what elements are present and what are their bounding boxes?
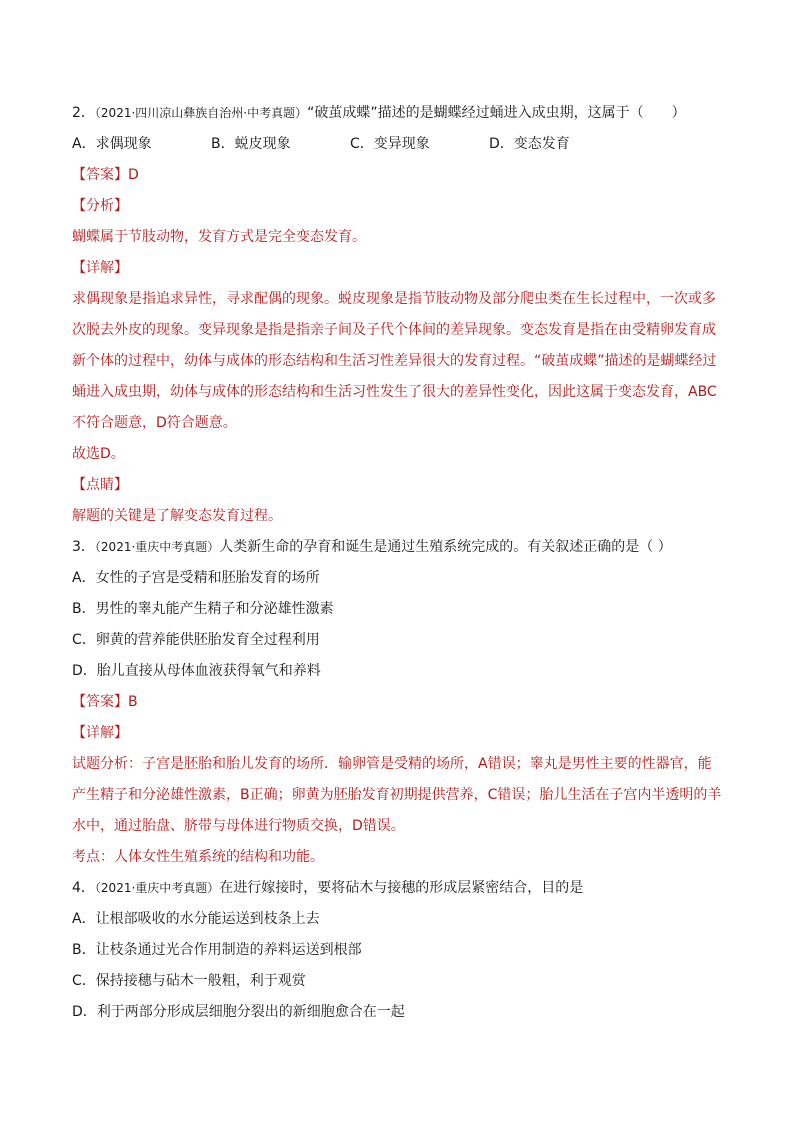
detail-text: 试题分析：子宫是胚胎和胎儿发育的场所．输卵管是受精的场所，A错误；睾丸是男性主要的性器官，能产生精子和分泌雄性激素，B正确；卵黄为胚胎发育初期提供营养，C错误；胎儿生活在子宫内半透明的羊水中，通过胎盘、脐带与母体进行物质交换，D错误。 (72, 756, 722, 834)
answer-tag: 【答案】 (72, 694, 128, 710)
question-3-stem (72, 532, 724, 563)
detail-tag: 【详解】 (72, 725, 128, 741)
answer-line (72, 160, 724, 191)
point-text: 考点：人体女性生殖系统的结构和功能。 (72, 849, 324, 865)
option-d: D．变态发育 (489, 136, 570, 152)
option-d: D．利于两部分形成层细胞分裂出的新细胞愈合在一起 (72, 1004, 405, 1020)
question-number: 2． (72, 105, 95, 121)
point-tag: 【点睛】 (72, 477, 128, 493)
answer-value: D (128, 167, 139, 183)
question-4-stem (72, 873, 724, 904)
detail-tag: 【详解】 (72, 260, 128, 276)
question-source: （2021·重庆中考真题） (94, 540, 220, 554)
detail-text: 求偶现象是指追求异性，寻求配偶的现象。蜕皮现象是指节肢动物及部分爬虫类在生长过程中，一次或多次脱去外皮的现象。变异现象是指是指亲子间及子代个体间的差异现象。变态发育是指在由受精卵发育成新个体的过程中，幼体与成体的形态结构和生活习性差异很大的发育过程。“破茧成蝶”描述的是蝴蝶经过蛹进入成虫期，幼体与成体的形态结构和生活习性发生了很大的差异性变化，因此这属于变态发育，ABC不符合题意，D符合题意。 (72, 291, 717, 431)
option-c: C．卵黄的营养能供胚胎发育全过程利用 (72, 632, 320, 648)
question-text: 人类新生命的孕育和诞生是通过生殖系统完成的。有关叙述正确的是（ ） (219, 539, 672, 555)
option-a: A．让根部吸收的水分能运送到枝条上去 (72, 911, 320, 927)
option-a: A．女性的子宫是受精和胚胎发育的场所 (72, 570, 320, 586)
question-2-stem (72, 98, 724, 129)
option-b: B．男性的睾丸能产生精子和分泌雄性激素 (72, 601, 334, 617)
analysis-tag: 【分析】 (72, 198, 128, 214)
option-b: B．蜕皮现象 (211, 136, 291, 152)
question-2-options (72, 129, 724, 160)
answer-value: B (128, 694, 138, 710)
choose-line: 故选D。 (72, 446, 125, 462)
question-source: （2021·重庆中考真题） (94, 881, 220, 895)
answer-tag: 【答案】 (72, 167, 128, 183)
point-text: 解题的关键是了解变态发育过程。 (72, 508, 282, 524)
question-text: “破茧成蝶”描述的是蝴蝶经过蛹进入成虫期，这属于（ ） (307, 105, 686, 121)
option-c: C．变异现象 (350, 136, 430, 152)
question-text: 在进行嫁接时，要将砧木与接穗的形成层紧密结合，目的是 (219, 880, 584, 896)
question-number: 3． (72, 539, 95, 555)
analysis-text: 蝴蝶属于节肢动物，发育方式是完全变态发育。 (72, 229, 366, 245)
answer-line (72, 687, 724, 718)
option-b: B．让枝条通过光合作用制造的养料运送到根部 (72, 942, 362, 958)
question-number: 4． (72, 880, 95, 896)
option-a: A．求偶现象 (72, 136, 152, 152)
option-d: D．胎儿直接从母体血液获得氧气和养料 (72, 663, 321, 679)
option-c: C．保持接穗与砧木一般粗，利于观赏 (72, 973, 306, 989)
document-page (72, 98, 724, 1028)
question-source: （2021·四川凉山彝族自治州·中考真题） (94, 106, 308, 120)
